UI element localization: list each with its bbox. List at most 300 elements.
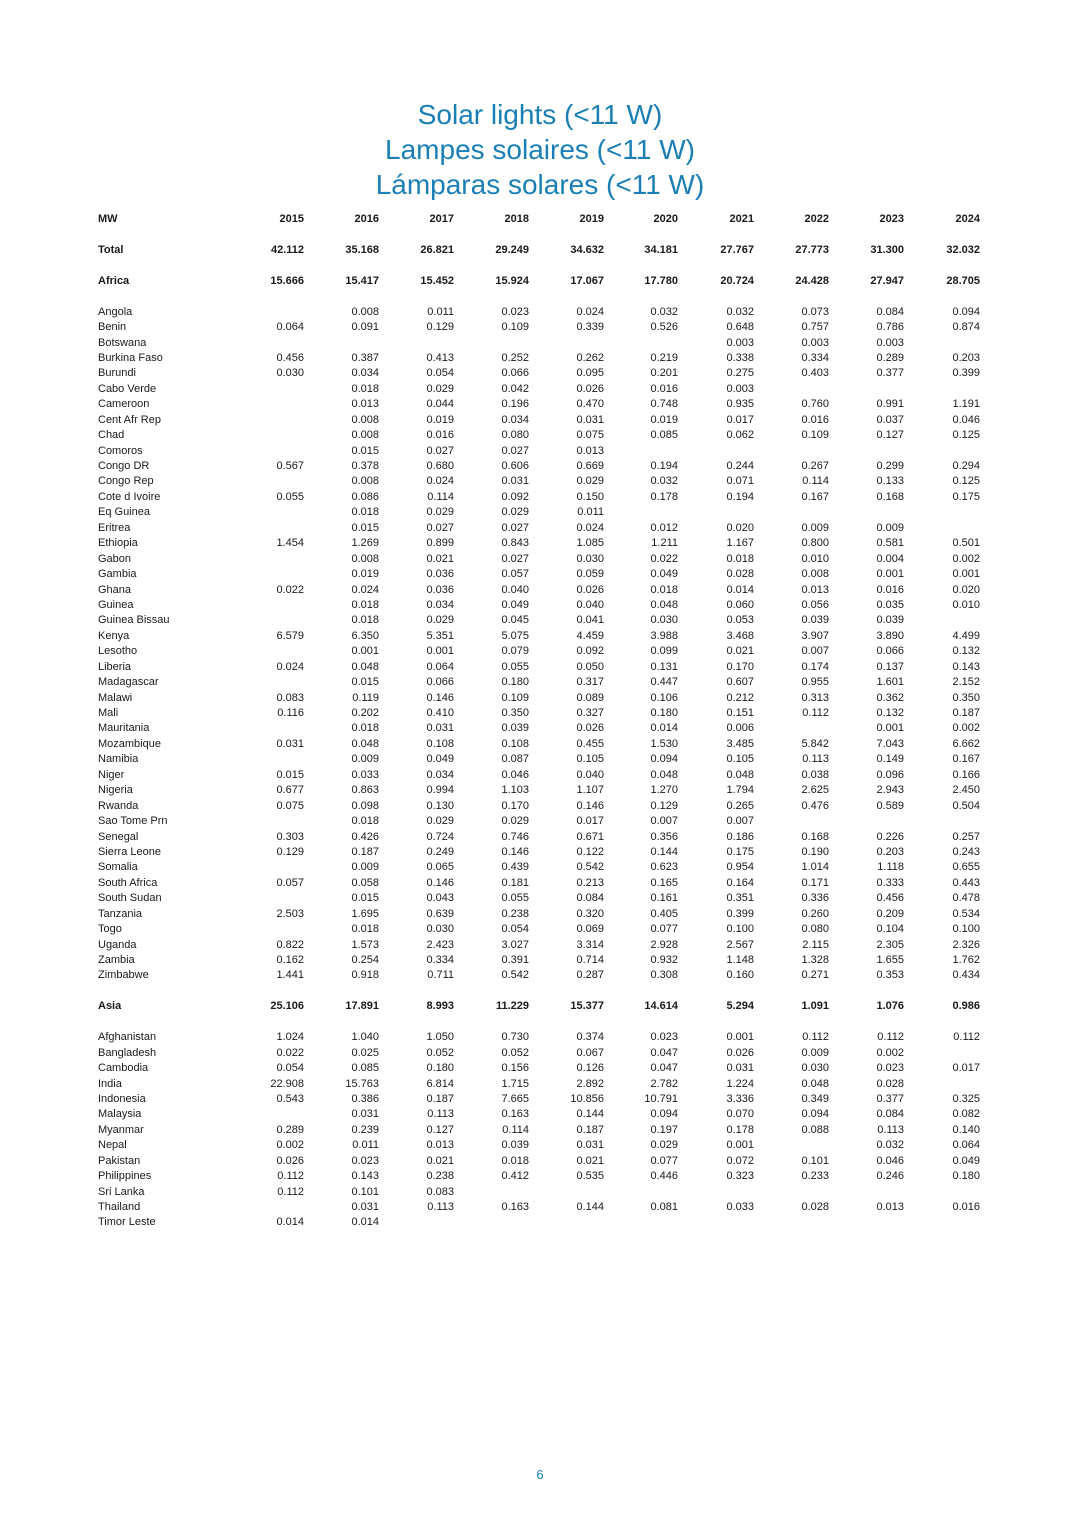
table-cell: 0.021	[576, 1154, 604, 1167]
table-cell: 0.049	[501, 598, 529, 611]
table-cell: 0.918	[351, 969, 379, 982]
row-label: Myanmar	[98, 1123, 144, 1136]
table-cell: 0.119	[352, 691, 379, 704]
table-cell: 29.249	[495, 243, 529, 256]
spacer-row	[98, 289, 983, 304]
table-cell: 0.299	[876, 460, 904, 472]
table-cell: 0.053	[726, 614, 754, 627]
table-cell: 0.075	[276, 799, 304, 812]
table-cell: 0.032	[650, 305, 678, 318]
table-cell: 0.349	[801, 1092, 829, 1105]
table-cell: 0.323	[726, 1170, 754, 1183]
table-cell: 0.022	[650, 552, 678, 565]
table-cell: 0.244	[726, 460, 754, 472]
table-cell: 0.874	[952, 321, 980, 334]
table-cell: 0.027	[426, 444, 454, 457]
table-cell: 0.052	[426, 1046, 454, 1059]
table-row	[98, 845, 983, 860]
table-cell: 0.094	[952, 305, 980, 318]
table-row	[98, 1077, 983, 1092]
table-cell: 0.954	[726, 861, 754, 874]
table-cell: 0.334	[426, 954, 454, 966]
table-cell: 0.648	[726, 321, 754, 334]
table-cell: 1.076	[876, 1000, 904, 1013]
table-cell: 0.351	[726, 892, 754, 905]
table-cell: 0.020	[952, 583, 980, 596]
table-cell: 0.089	[576, 691, 604, 704]
row-label: Senegal	[98, 830, 139, 843]
table-cell: 0.031	[351, 1108, 379, 1121]
table-cell: 0.146	[426, 691, 454, 704]
table-row	[98, 567, 983, 582]
table-cell: 0.113	[802, 753, 829, 766]
table-cell: 0.039	[801, 614, 829, 627]
table-row	[98, 366, 983, 381]
table-cell: 0.002	[876, 1046, 904, 1059]
table-cell: 6.350	[351, 629, 379, 642]
table-row	[98, 598, 983, 613]
table-cell: 0.016	[952, 1201, 980, 1213]
table-row	[98, 351, 983, 366]
table-cell: 0.075	[576, 429, 604, 442]
table-cell: 0.029	[426, 815, 454, 828]
table-cell: 0.589	[876, 799, 904, 812]
table-row	[98, 768, 983, 783]
table-cell: 0.320	[576, 907, 604, 920]
table-cell: 0.149	[876, 753, 904, 766]
row-label: Sao Tome Prn	[98, 815, 168, 828]
table-cell: 1.530	[650, 737, 678, 750]
table-cell: 0.350	[501, 707, 529, 719]
table-cell: 0.048	[726, 768, 754, 781]
table-cell: 0.080	[801, 923, 829, 936]
table-cell: 11.229	[495, 1000, 529, 1013]
table-cell: 0.065	[426, 861, 454, 874]
table-cell: 2.115	[802, 938, 829, 951]
year-header: 2017	[429, 213, 454, 225]
table-cell: 0.163	[501, 1108, 529, 1121]
table-cell: 7.043	[876, 737, 904, 750]
spacer-row	[98, 258, 983, 273]
table-cell: 0.084	[876, 1108, 904, 1121]
table-row	[98, 1185, 983, 1200]
table-cell: 0.029	[426, 614, 454, 627]
table-cell: 25.106	[270, 1000, 304, 1013]
table-cell: 2.152	[952, 676, 980, 689]
table-cell: 0.055	[276, 490, 304, 503]
table-cell: 0.054	[426, 367, 454, 380]
table-cell: 0.001	[351, 645, 379, 658]
table-cell: 0.026	[726, 1046, 754, 1059]
table-cell: 0.050	[576, 660, 604, 673]
row-label: Gambia	[98, 568, 137, 581]
table-cell: 0.013	[801, 583, 829, 596]
row-label: Guinea Bissau	[98, 614, 170, 627]
table-cell: 0.087	[501, 753, 529, 766]
table-cell: 0.018	[351, 923, 379, 936]
table-cell: 0.085	[351, 1062, 379, 1075]
table-row	[98, 1200, 983, 1215]
table-cell: 0.127	[876, 429, 904, 442]
table-cell: 2.423	[426, 938, 454, 951]
table-cell: 0.194	[726, 490, 754, 503]
table-cell: 0.132	[876, 707, 904, 719]
table-cell: 0.786	[876, 321, 904, 334]
table-cell: 0.233	[801, 1170, 829, 1183]
table-cell: 20.724	[720, 274, 754, 287]
table-cell: 0.100	[952, 923, 980, 936]
row-label: Togo	[98, 923, 122, 936]
row-label: Liberia	[98, 660, 132, 673]
table-cell: 0.006	[726, 722, 754, 735]
table-cell: 0.024	[351, 583, 379, 596]
table-cell: 1.762	[952, 954, 980, 966]
table-cell: 6.579	[276, 629, 304, 642]
table-cell: 0.030	[426, 923, 454, 936]
table-cell: 0.113	[877, 1123, 904, 1136]
table-cell: 0.116	[277, 707, 304, 719]
table-cell: 0.166	[952, 768, 980, 781]
table-cell: 0.456	[876, 892, 904, 905]
table-cell: 0.092	[576, 645, 604, 658]
table-row	[98, 505, 983, 520]
table-cell: 0.260	[801, 907, 829, 920]
table-cell: 0.535	[576, 1170, 604, 1183]
table-row	[98, 413, 983, 428]
row-label: Zambia	[98, 954, 135, 966]
table-cell: 0.001	[952, 568, 980, 581]
table-cell: 0.180	[501, 676, 529, 689]
table-cell: 0.015	[351, 892, 379, 905]
table-cell: 0.001	[426, 645, 454, 658]
table-cell: 0.018	[351, 722, 379, 735]
row-label: Malaysia	[98, 1108, 142, 1121]
table-cell: 0.009	[801, 1046, 829, 1059]
table-row	[98, 799, 983, 814]
table-cell: 0.054	[501, 923, 529, 936]
table-cell: 0.067	[576, 1046, 604, 1059]
table-cell: 0.034	[426, 598, 454, 611]
table-cell: 0.077	[650, 1154, 678, 1167]
table-cell: 0.045	[501, 614, 529, 627]
table-cell: 1.014	[801, 861, 829, 874]
table-cell: 0.043	[426, 892, 454, 905]
table-cell: 0.308	[650, 969, 678, 982]
table-cell: 0.036	[426, 583, 454, 596]
table-cell: 0.443	[952, 876, 980, 889]
table-cell: 0.203	[952, 351, 980, 364]
table-cell: 0.219	[650, 351, 678, 364]
table-cell: 0.003	[726, 382, 754, 395]
row-label: South Sudan	[98, 892, 162, 905]
table-cell: 0.714	[576, 954, 604, 966]
table-cell: 0.030	[650, 614, 678, 627]
row-label: Kenya	[98, 629, 130, 642]
table-cell: 27.947	[870, 274, 904, 287]
table-cell: 0.226	[876, 830, 904, 843]
table-cell: 5.842	[801, 737, 829, 750]
table-cell: 0.399	[952, 367, 980, 380]
data-table	[98, 212, 983, 1231]
row-label: Philippines	[98, 1170, 152, 1183]
table-cell: 0.001	[876, 722, 904, 735]
table-cell: 0.132	[952, 645, 980, 658]
table-cell: 0.034	[426, 768, 454, 781]
table-cell: 0.014	[650, 722, 678, 735]
table-cell: 0.669	[576, 460, 604, 472]
table-cell: 15.763	[345, 1077, 379, 1090]
table-cell: 0.170	[501, 799, 529, 812]
table-cell: 0.203	[876, 845, 904, 858]
table-cell: 0.011	[427, 305, 454, 318]
table-row	[98, 382, 983, 397]
table-cell: 2.326	[952, 938, 980, 951]
table-cell: 0.327	[576, 707, 604, 719]
table-cell: 1.655	[876, 954, 904, 966]
row-label: Cabo Verde	[98, 382, 157, 395]
table-row	[98, 1138, 983, 1153]
table-cell: 4.499	[952, 629, 980, 642]
table-cell: 0.092	[501, 490, 529, 503]
table-cell: 0.213	[576, 876, 604, 889]
table-cell: 0.021	[426, 1154, 454, 1167]
table-cell: 0.031	[576, 413, 604, 426]
table-cell: 0.024	[276, 660, 304, 673]
table-cell: 0.040	[576, 768, 604, 781]
table-cell: 1.050	[426, 1031, 454, 1044]
table-row	[98, 907, 983, 922]
table-cell: 0.016	[650, 382, 678, 395]
table-cell: 0.014	[276, 1216, 304, 1229]
table-cell: 1.695	[351, 907, 379, 920]
table-cell: 0.096	[876, 768, 904, 781]
table-cell: 0.476	[801, 799, 829, 812]
table-cell: 0.187	[952, 707, 980, 719]
table-cell: 17.067	[570, 274, 604, 287]
table-cell: 0.144	[650, 845, 678, 858]
table-cell: 1.270	[650, 784, 678, 797]
table-cell: 15.924	[495, 274, 529, 287]
table-cell: 0.606	[501, 460, 529, 472]
row-label: Indonesia	[98, 1092, 146, 1105]
table-cell: 0.018	[351, 382, 379, 395]
year-header: 2015	[279, 213, 304, 225]
table-cell: 0.386	[351, 1092, 379, 1105]
table-cell: 0.088	[801, 1123, 829, 1136]
table-cell: 0.730	[501, 1031, 529, 1044]
table-cell: 0.377	[876, 1092, 904, 1105]
table-row	[98, 474, 983, 489]
table-cell: 0.391	[501, 954, 529, 966]
table-cell: 0.055	[501, 892, 529, 905]
table-cell: 0.018	[650, 583, 678, 596]
table-cell: 0.021	[426, 552, 454, 565]
table-cell: 17.780	[644, 274, 678, 287]
table-cell: 0.100	[726, 923, 754, 936]
table-cell: 0.197	[650, 1123, 678, 1136]
table-cell: 0.018	[351, 614, 379, 627]
table-cell: 0.243	[952, 845, 980, 858]
table-cell: 0.049	[426, 753, 454, 766]
table-cell: 0.044	[426, 398, 454, 411]
row-label: Lesotho	[98, 645, 138, 658]
table-cell: 0.412	[501, 1170, 529, 1183]
table-cell: 0.042	[501, 382, 529, 395]
table-cell: 0.175	[726, 845, 754, 858]
table-cell: 3.907	[801, 629, 829, 642]
table-cell: 0.194	[650, 460, 678, 472]
table-cell: 0.163	[501, 1201, 529, 1213]
table-cell: 0.671	[576, 830, 604, 843]
table-cell: 0.086	[351, 490, 379, 503]
page-title-english: Solar lights (<11 W)	[417, 99, 663, 130]
row-label: Somalia	[98, 861, 138, 874]
table-cell: 0.125	[952, 429, 980, 442]
row-label: Zimbabwe	[98, 969, 149, 982]
table-cell: 0.002	[952, 552, 980, 565]
table-cell: 1.091	[801, 1000, 829, 1013]
table-cell: 0.377	[876, 367, 904, 380]
table-cell: 0.114	[802, 475, 829, 488]
table-cell: 0.267	[801, 460, 829, 472]
table-row	[98, 953, 983, 968]
table-cell: 0.048	[650, 768, 678, 781]
table-cell: 15.377	[570, 1000, 604, 1013]
table-cell: 0.504	[952, 799, 980, 812]
row-label: Botswana	[98, 336, 147, 349]
table-cell: 1.191	[952, 398, 980, 411]
table-row	[98, 691, 983, 706]
table-cell: 0.052	[501, 1046, 529, 1059]
table-cell: 0.009	[801, 521, 829, 534]
table-cell: 0.133	[876, 475, 904, 488]
table-cell: 0.069	[576, 923, 604, 936]
table-cell: 1.118	[877, 861, 904, 874]
table-cell: 3.336	[726, 1092, 754, 1105]
table-cell: 0.018	[501, 1154, 529, 1167]
table-cell: 0.112	[277, 1170, 304, 1183]
table-cell: 0.104	[876, 923, 904, 936]
table-row	[98, 397, 983, 412]
table-cell: 0.081	[650, 1201, 678, 1213]
table-row	[98, 891, 983, 906]
table-row	[98, 1123, 983, 1138]
table-cell: 0.008	[351, 413, 379, 426]
table-cell: 0.009	[351, 753, 379, 766]
table-cell: 0.446	[650, 1170, 678, 1183]
table-cell: 0.146	[426, 876, 454, 889]
table-cell: 0.007	[650, 815, 678, 828]
table-cell: 0.162	[276, 954, 304, 966]
table-row	[98, 336, 983, 351]
table-cell: 27.773	[795, 243, 829, 256]
table-cell: 2.943	[876, 784, 904, 797]
table-cell: 0.025	[351, 1046, 379, 1059]
table-cell: 0.035	[876, 598, 904, 611]
table-cell: 0.202	[351, 707, 379, 719]
table-cell: 0.170	[726, 660, 754, 673]
table-cell: 1.224	[726, 1077, 754, 1090]
region-total-row	[98, 999, 983, 1014]
table-cell: 5.351	[426, 629, 454, 642]
table-cell: 0.015	[351, 676, 379, 689]
table-cell: 0.030	[276, 367, 304, 380]
table-cell: 0.109	[801, 429, 829, 442]
table-cell: 0.356	[650, 830, 678, 843]
table-cell: 7.665	[501, 1092, 529, 1105]
table-cell: 0.094	[650, 753, 678, 766]
table-cell: 0.016	[876, 583, 904, 596]
table-cell: 0.180	[650, 707, 678, 719]
table-cell: 0.760	[801, 398, 829, 411]
table-cell: 1.454	[276, 537, 304, 550]
table-cell: 0.935	[726, 398, 754, 411]
table-cell: 0.174	[801, 660, 829, 673]
table-cell: 0.254	[351, 954, 379, 966]
table-cell: 0.026	[576, 382, 604, 395]
table-cell: 0.399	[726, 907, 754, 920]
row-label: Thailand	[98, 1201, 141, 1213]
table-cell: 0.054	[276, 1062, 304, 1075]
table-cell: 0.955	[801, 676, 829, 689]
table-row	[98, 536, 983, 551]
unit-label: MW	[98, 213, 118, 225]
table-cell: 0.031	[276, 737, 304, 750]
table-cell: 0.015	[351, 521, 379, 534]
table-cell: 0.029	[501, 815, 529, 828]
row-label: Eq Guinea	[98, 506, 150, 519]
row-label: Madagascar	[98, 676, 159, 689]
row-label: Burkina Faso	[98, 351, 163, 364]
table-cell: 0.056	[801, 598, 829, 611]
table-cell: 0.843	[501, 537, 529, 550]
table-row	[98, 1215, 983, 1230]
table-cell: 0.013	[876, 1201, 904, 1213]
table-cell: 0.049	[650, 568, 678, 581]
table-cell: 0.047	[650, 1062, 678, 1075]
table-cell: 2.892	[576, 1077, 604, 1090]
table-cell: 0.265	[726, 799, 754, 812]
table-cell: 0.125	[952, 475, 980, 488]
year-header: 2022	[804, 213, 829, 225]
table-cell: 0.113	[427, 1108, 454, 1121]
table-cell: 0.031	[726, 1062, 754, 1075]
table-cell: 0.046	[952, 413, 980, 426]
table-cell: 0.029	[650, 1139, 678, 1152]
table-cell: 0.094	[650, 1108, 678, 1121]
table-cell: 0.470	[576, 398, 604, 411]
table-cell: 0.007	[726, 815, 754, 828]
table-cell: 0.187	[426, 1092, 454, 1105]
table-cell: 0.064	[952, 1139, 980, 1152]
table-cell: 0.112	[953, 1031, 980, 1044]
table-cell: 0.001	[876, 568, 904, 581]
table-cell: 0.294	[952, 460, 980, 472]
table-row	[98, 428, 983, 443]
table-cell: 32.032	[946, 243, 980, 256]
table-cell: 0.165	[650, 876, 678, 889]
table-cell: 0.032	[726, 305, 754, 318]
table-cell: 0.746	[501, 830, 529, 843]
table-cell: 0.178	[650, 490, 678, 503]
table-cell: 0.003	[801, 336, 829, 349]
table-cell: 0.031	[351, 1201, 379, 1213]
table-cell: 0.084	[576, 892, 604, 905]
table-cell: 0.082	[952, 1108, 980, 1121]
table-cell: 0.098	[351, 799, 379, 812]
table-cell: 3.890	[876, 629, 904, 642]
table-cell: 0.026	[576, 583, 604, 596]
